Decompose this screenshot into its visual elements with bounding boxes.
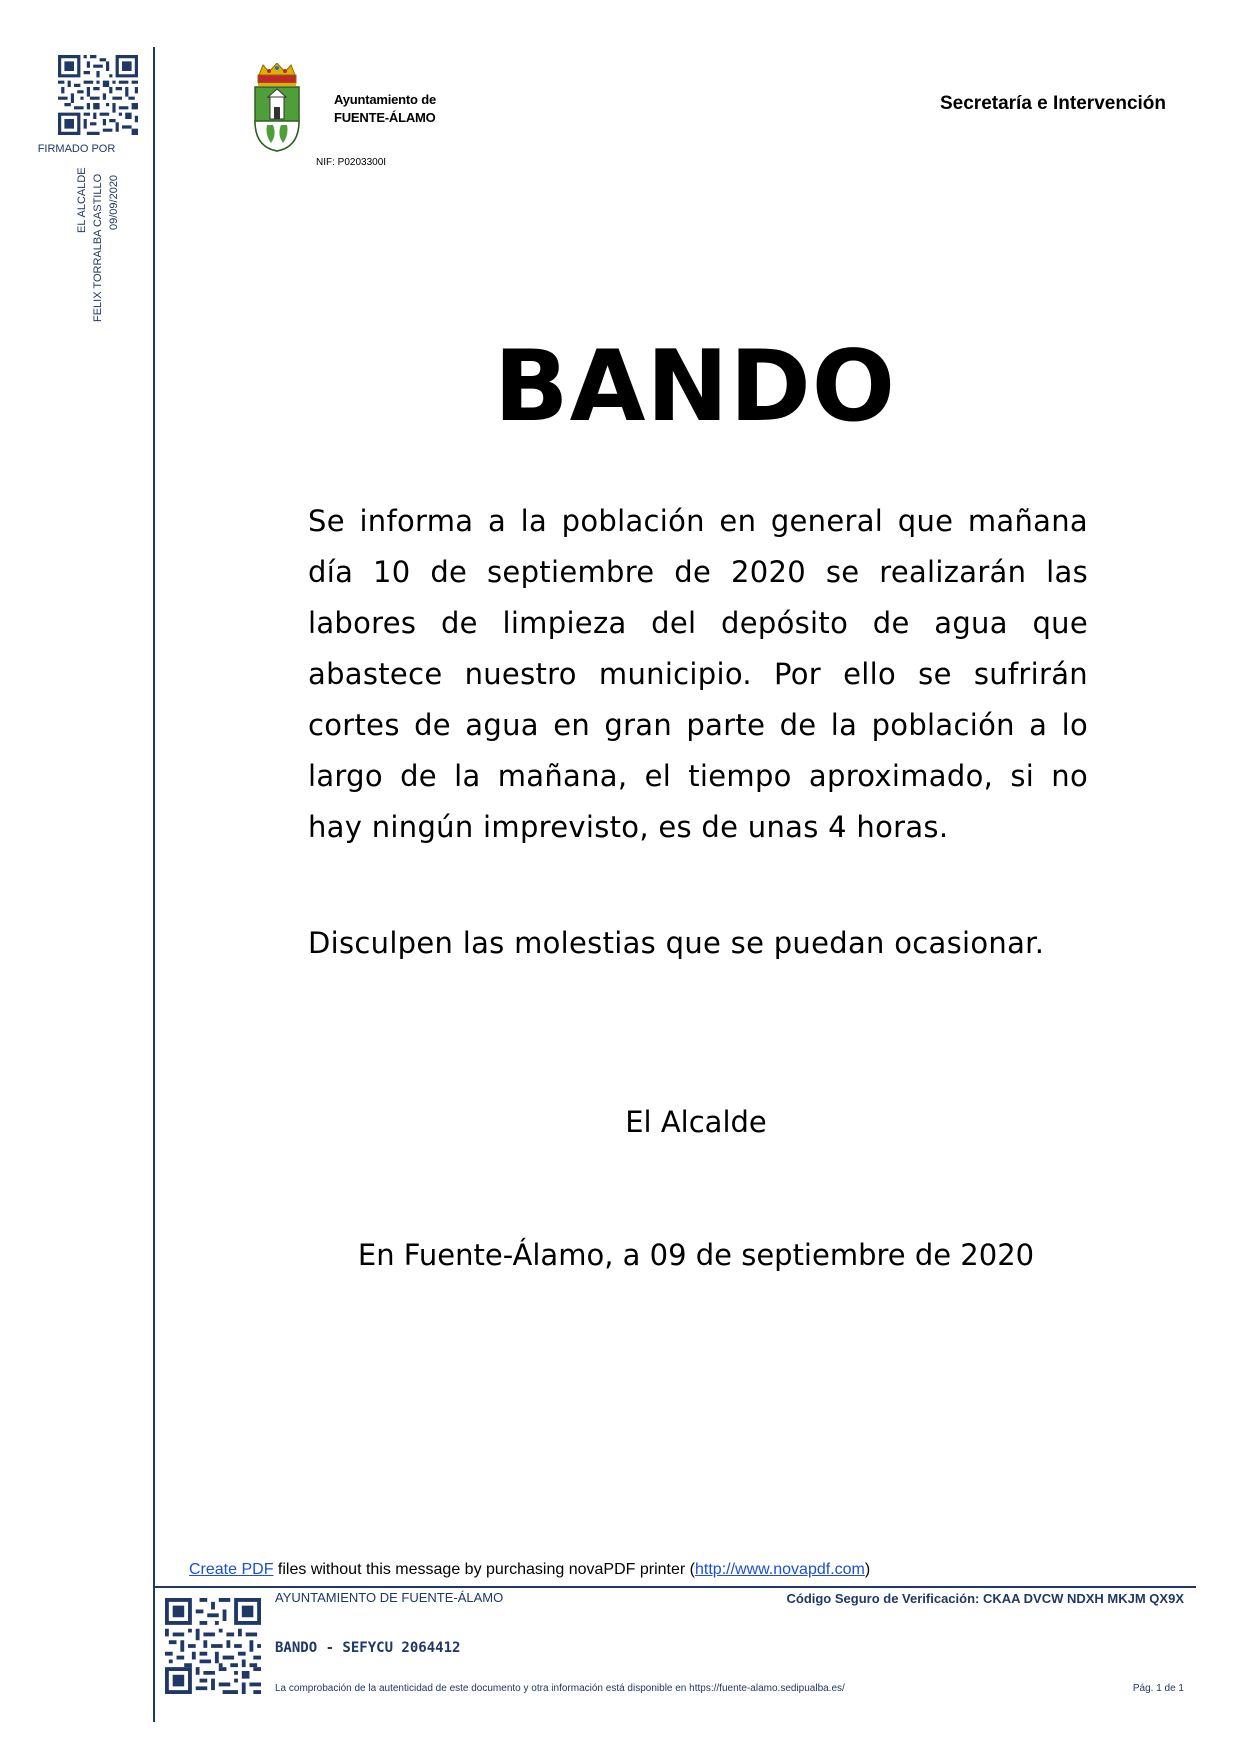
crown-icon	[258, 63, 296, 86]
signature-nombre: FELIX TORRALBA CASTILLO	[92, 173, 104, 322]
ayuntamiento-line1: Ayuntamiento de	[334, 92, 436, 107]
footer-page-number: Pág. 1 de 1	[1132, 1683, 1184, 1694]
footer-document-id: BANDO - SEFYCU 2064412	[275, 1640, 461, 1656]
footer-qr-code	[165, 1598, 261, 1694]
document-title: BANDO	[493, 330, 897, 444]
footer-verification-text: La comprobación de la autenticidad de este documento y otra información está disponible en https://fuente-alamo.sedipualba.es/	[275, 1683, 845, 1694]
signature-qr-code	[58, 55, 138, 135]
nif-label: NIF: P0203300I	[316, 157, 387, 168]
left-margin-divider	[153, 47, 155, 1722]
novapdf-text: files without this message by purchasing novaPDF printer (	[273, 1561, 695, 1578]
coat-of-arms-logo	[251, 63, 303, 153]
footer-csv-code: Código Seguro de Verificación: CKAA DVCW NDXH MKJM QX9X	[786, 1591, 1184, 1606]
signature-fecha: 09/09/2020	[108, 174, 120, 230]
novapdf-text-end: )	[864, 1561, 871, 1578]
place-date: En Fuente-Álamo, a 09 de septiembre de 2020	[357, 1238, 1035, 1272]
footer-organization: AYUNTAMIENTO DE FUENTE-ÁLAMO	[275, 1590, 504, 1605]
department-label: Secretaría e Intervención	[940, 93, 1166, 114]
footer-divider	[153, 1586, 1196, 1588]
signatory-label: El Alcalde	[625, 1105, 767, 1139]
create-pdf-link[interactable]: Create PDF	[189, 1561, 274, 1578]
novapdf-notice	[189, 1561, 870, 1579]
body-paragraph-2: Disculpen las molestias que se puedan ocasionar.	[308, 926, 1045, 960]
signature-cargo: EL ALCALDE	[76, 167, 88, 233]
body-paragraph-1: Se informa a la población en general que mañana día 10 de septiembre de 2020 se realizarán las labores de limpieza del depósito de agua que abastece nuestro municipio. Por ello se sufrirán cortes de agua en gran parte de la población a lo largo de la mañana, el tiempo aproximado, si no hay ningún imprevisto, es de unas 4 horas.	[308, 504, 1088, 844]
firmado-por-label: FIRMADO POR	[37, 143, 116, 155]
ayuntamiento-line2: FUENTE-ÁLAMO	[334, 110, 436, 125]
novapdf-url-link[interactable]: http://www.novapdf.com	[695, 1561, 865, 1578]
